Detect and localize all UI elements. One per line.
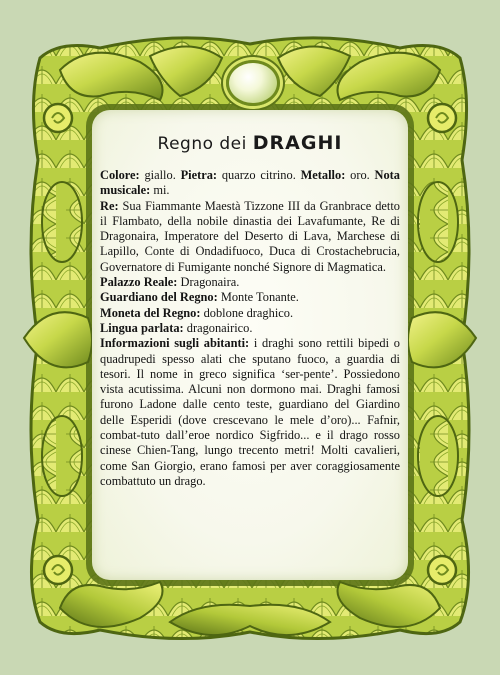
moneta-label: Moneta del Regno: <box>100 305 201 320</box>
entry-label: Metallo: <box>300 168 346 182</box>
re-paragraph <box>100 199 400 275</box>
info-paragraph <box>100 336 400 489</box>
moneta-text: doblone draghico. <box>200 305 294 320</box>
lingua-paragraph <box>100 321 400 336</box>
lingua-text: dragonairico. <box>183 320 253 335</box>
re-text: Sua Fiammante Maestà Tizzone III da Granbrace detto il Flambato, della nobile dinastia dei Lavafumante, Re di Dragonaira, Imperatore del Deserto di Lava, Marchese di Lapillo, Conte di Ondadifuoco, Duca di Crostachebrucia, Governatore di Fumigante nonché Signore di Magmatica. <box>100 198 400 274</box>
moneta-paragraph <box>100 306 400 321</box>
palazzo-label: Palazzo Reale: <box>100 275 178 290</box>
palazzo-paragraph <box>100 275 400 290</box>
palazzo-text: Dragonaira. <box>177 275 240 290</box>
entry-label: Pietra: <box>180 168 218 182</box>
title-emphasis: DRAGHI <box>252 132 343 154</box>
entry-text: oro. <box>345 168 375 182</box>
re-label: Re: <box>100 198 119 213</box>
info-label: Informazioni sugli abitanti: <box>100 336 250 351</box>
lingua-label: Lingua parlata: <box>100 320 184 335</box>
guardiano-label: Guardiano del Regno: <box>100 290 218 305</box>
kingdom-card <box>100 128 400 489</box>
info-text: i draghi sono rettili bipedi o quadrupedi spesso alati che sputano fuoco, a guardia di tesori. Il nome in greco significa ‘ser-pente’. Possiedono vista acutissima. Alcuni non dormono mai. Draghi famosi furono Ladone dalle cento teste, guardiano del Giardino delle Esperidi (dove crescevano le mele d’oro)... Fafnir, combat-tuto dall’eroe nordico Sigfrido... e il drago rosso cinese Chien-Tang, lungo trecento metri! Molti cavalieri, come San Giorgio, erano famosi per aver coraggiosamente combattuto un drago. <box>100 336 400 488</box>
entry-label: Nota musicale: <box>100 168 400 198</box>
entry-label: Colore: <box>100 168 140 182</box>
page-title <box>100 132 400 154</box>
attributes-paragraph <box>100 168 400 199</box>
entry-text: mi. <box>150 183 170 198</box>
entry-text: giallo. <box>139 168 181 182</box>
description-text <box>100 168 400 489</box>
guardiano-text: Monte Tonante. <box>217 290 299 305</box>
guardiano-paragraph <box>100 290 400 305</box>
title-prefix: Regno dei <box>157 134 253 154</box>
gem-ornament <box>226 60 280 106</box>
entry-text: quarzo citrino. <box>217 168 301 182</box>
